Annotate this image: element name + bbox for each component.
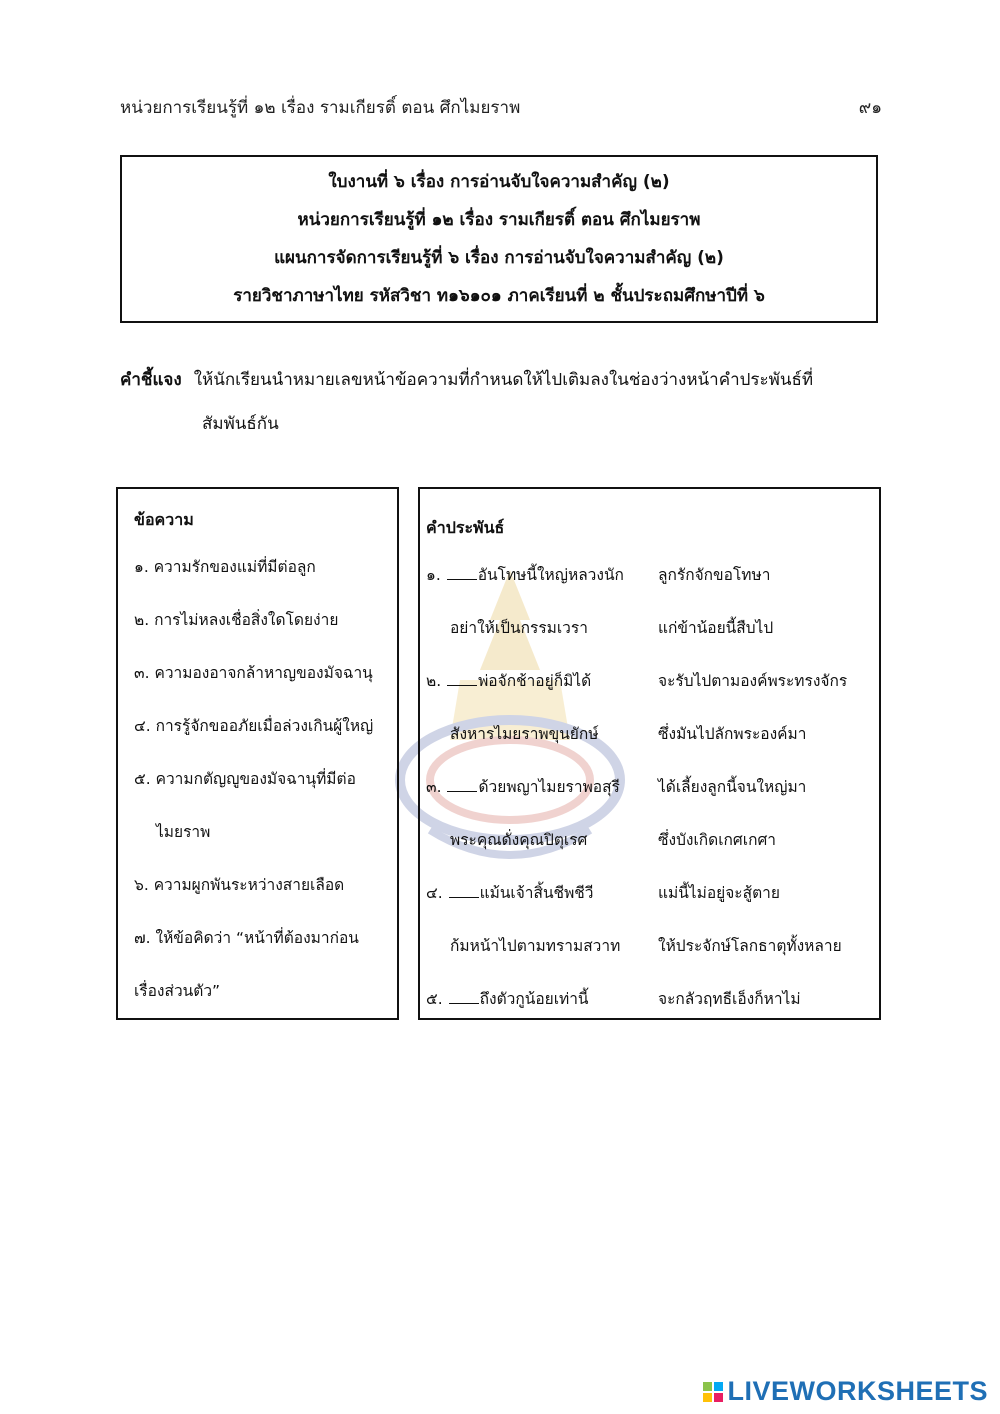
verse-number: ๒. xyxy=(426,672,442,690)
answer-blank[interactable] xyxy=(447,790,477,792)
instruction-text: ให้นักเรียนนำหมายเลขหน้าข้อความที่กำหนดให้ไปเติมลงในช่องว่างหน้าคำประพันธ์ที่ xyxy=(193,370,814,390)
verse-row xyxy=(426,867,879,920)
statement-item: ๑. ความรักของแม่ที่มีต่อลูก xyxy=(134,558,316,576)
verse-first-half: ถึงตัวกูน้อยเท่านี้ xyxy=(479,990,589,1008)
verse-number: ๕. xyxy=(426,990,443,1008)
statement-item: ๓. ความองอาจกล้าหาญของมัจฉานุ xyxy=(134,664,373,682)
answer-blank[interactable] xyxy=(447,578,477,580)
instruction xyxy=(120,358,880,446)
statement-item-continued: ไมยราพ xyxy=(156,823,211,841)
verse-first-half: อันโทษนี้ใหญ่หลวงนัก xyxy=(477,566,624,584)
title-box xyxy=(120,155,878,323)
verse-row xyxy=(426,549,879,602)
instruction-label: คำชี้แจง xyxy=(120,370,182,390)
answer-blank[interactable] xyxy=(449,1002,479,1004)
page-header-text: หน่วยการเรียนรู้ที่ ๑๒ เรื่อง รามเกียรติ์ ตอน ศึกไมยราพ xyxy=(120,98,521,118)
verse-row xyxy=(426,973,879,1026)
verse-second-half: ลูกรักจักขอโทษา xyxy=(658,566,771,584)
statements-box xyxy=(116,487,399,1020)
verse-second-half: ได้เลี้ยงลูกนี้จนใหญ่มา xyxy=(658,778,807,796)
verse-number: ๓. xyxy=(426,778,442,796)
statement-item: ๕. ความกตัญญูของมัจฉานุที่มีต่อ xyxy=(134,770,356,788)
statement-item-continued: เรื่องส่วนตัว” xyxy=(134,982,221,1000)
verse-second-half: แม่นี้ไม่อยู่จะสู้ตาย xyxy=(658,884,780,902)
unit-title: หน่วยการเรียนรู้ที่ ๑๒ เรื่อง รามเกียรติ์ ตอน ศึกไมยราพ xyxy=(297,210,701,230)
verse-first-half: อย่าให้เป็นกรรมเวรา xyxy=(450,619,588,637)
verse-row xyxy=(426,814,879,867)
answer-blank[interactable] xyxy=(449,896,479,898)
instruction-line-2: สัมพันธ์กัน xyxy=(202,414,279,434)
worksheet-title: ใบงานที่ ๖ เรื่อง การอ่านจับใจความสำคัญ (๒) xyxy=(328,172,670,192)
liveworksheets-brand xyxy=(703,1376,988,1407)
verse-first-half: พ่อจักช้าอยู่ก็มิได้ xyxy=(478,672,592,690)
statement-item: ๗. ให้ข้อคิดว่า “หน้าที่ต้องมาก่อน xyxy=(134,929,359,947)
verse-second-half: แก่ข้าน้อยนี้สืบไป xyxy=(658,619,774,637)
statement-item: ๔. การรู้จักขออภัยเมื่อล่วงเกินผู้ใหญ่ xyxy=(134,717,374,735)
statements-heading: ข้อความ xyxy=(134,510,194,529)
verse-row xyxy=(426,920,879,973)
lesson-plan-title: แผนการจัดการเรียนรู้ที่ ๖ เรื่อง การอ่านจับใจความสำคัญ (๒) xyxy=(274,248,724,268)
verse-row xyxy=(426,761,879,814)
verse-second-half: ซึ่งมันไปลักพระองค์มา xyxy=(658,725,807,743)
verse-first-half: สังหารไมยราพขุนยักษ์ xyxy=(450,725,599,743)
verse-first-half: แม้นเจ้าสิ้นชีพชีวี xyxy=(479,884,594,902)
verse-first-half: ก้มหน้าไปตามทรามสวาท xyxy=(450,937,621,955)
verse-second-half: ซึ่งบังเกิดเกศเกศา xyxy=(658,831,776,849)
instruction-line-1 xyxy=(120,358,880,402)
verse-row xyxy=(426,708,879,761)
statement-item: ๒. การไม่หลงเชื่อสิ่งใดโดยง่าย xyxy=(134,611,339,629)
verse-first-half: พระคุณดั่งคุณปิตุเรศ xyxy=(450,831,588,849)
page-number: ๙๑ xyxy=(858,98,882,118)
verse-second-half: ให้ประจักษ์โลกธาตุทั้งหลาย xyxy=(658,937,842,955)
statement-item: ๖. ความผูกพันระหว่างสายเลือด xyxy=(134,876,345,894)
subject-info: รายวิชาภาษาไทย รหัสวิชา ท๑๖๑๐๑ ภาคเรียนที่ ๒ ชั้นประถมศึกษาปีที่ ๖ xyxy=(233,286,765,306)
verse-second-half: จะกลัวฤทธีเอ็งก็หาไม่ xyxy=(658,990,801,1008)
answer-blank[interactable] xyxy=(447,684,477,686)
verse-row xyxy=(426,602,879,655)
verse-number: ๔. xyxy=(426,884,443,902)
brand-text: LIVEWORKSHEETS xyxy=(727,1376,988,1406)
verses-heading: คำประพันธ์ xyxy=(426,518,505,537)
verses-box xyxy=(418,487,881,1020)
liveworksheets-logo-icon xyxy=(703,1382,723,1402)
verse-number: ๑. xyxy=(426,566,441,584)
verse-second-half: จะรับไปตามองค์พระทรงจักร xyxy=(658,672,848,690)
verse-first-half: ด้วยพญาไมยราพอสุรี xyxy=(478,778,620,796)
verse-row xyxy=(426,655,879,708)
